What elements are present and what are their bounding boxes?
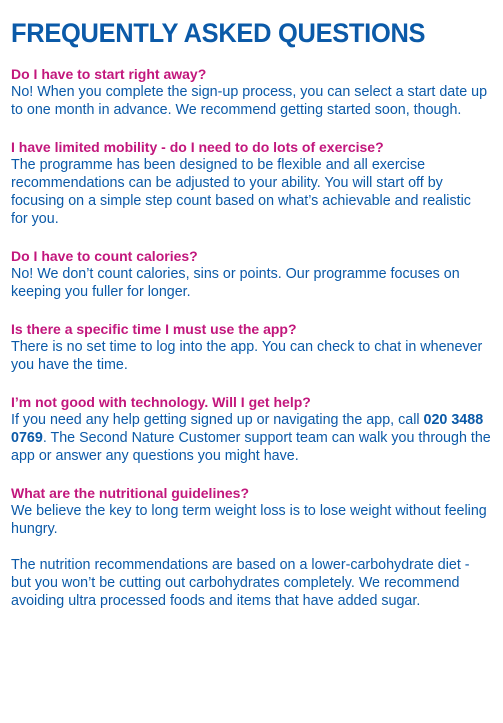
- faq-answer: No! When you complete the sign-up process, you can select a start date up to one month in advance. We recommend getting started soon, though.: [11, 84, 488, 118]
- faq-answer: No! We don’t count calories, sins or points. Our programme focuses on keeping you fuller for longer.: [11, 266, 460, 300]
- faq-answer-text: If you need any help getting signed up or navigating the app, call: [11, 412, 424, 428]
- faq-item-limited-mobility: [11, 138, 491, 228]
- faq-answer: [11, 411, 491, 465]
- faq-question: Is there a specific time I must use the app?: [11, 321, 297, 337]
- faq-item-start-right-away: [11, 65, 491, 119]
- faq-item-specific-time: [11, 320, 491, 374]
- faq-answer: The programme has been designed to be flexible and all exercise recommendations can be adjusted to your ability. You will start off by focusing on a simple step count based on what’s achievable and realistic for you.: [11, 157, 471, 227]
- faq-question: I’m not good with technology. Will I get help?: [11, 394, 311, 410]
- page-title: FREQUENTLY ASKED QUESTIONS: [11, 18, 426, 48]
- faq-question: I have limited mobility - do I need to do lots of exercise?: [11, 139, 384, 155]
- faq-answer: There is no set time to log into the app. You can check to chat in whenever you have the time.: [11, 339, 483, 373]
- faq-answer-continued: The nutrition recommendations are based on a lower-carbohydrate diet - but you won’t be cutting out carbohydrates completely. We recommend avoiding ultra processed foods and items that have added sugar.: [11, 557, 470, 609]
- faq-question: Do I have to start right away?: [11, 66, 207, 82]
- support-phone-number: 020 3488 0769: [11, 412, 484, 446]
- faq-page: [11, 18, 491, 629]
- faq-item-count-calories: [11, 247, 491, 301]
- faq-item-technology-help: [11, 393, 491, 465]
- faq-question: Do I have to count calories?: [11, 248, 198, 264]
- faq-answer-text: . The Second Nature Customer support team can walk you through the app or answer any questions you might have.: [11, 430, 491, 464]
- faq-list: [11, 65, 491, 610]
- faq-item-nutritional-guidelines: [11, 484, 491, 610]
- faq-question: What are the nutritional guidelines?: [11, 485, 250, 501]
- faq-answer: We believe the key to long term weight loss is to lose weight without feeling hungry.: [11, 503, 487, 537]
